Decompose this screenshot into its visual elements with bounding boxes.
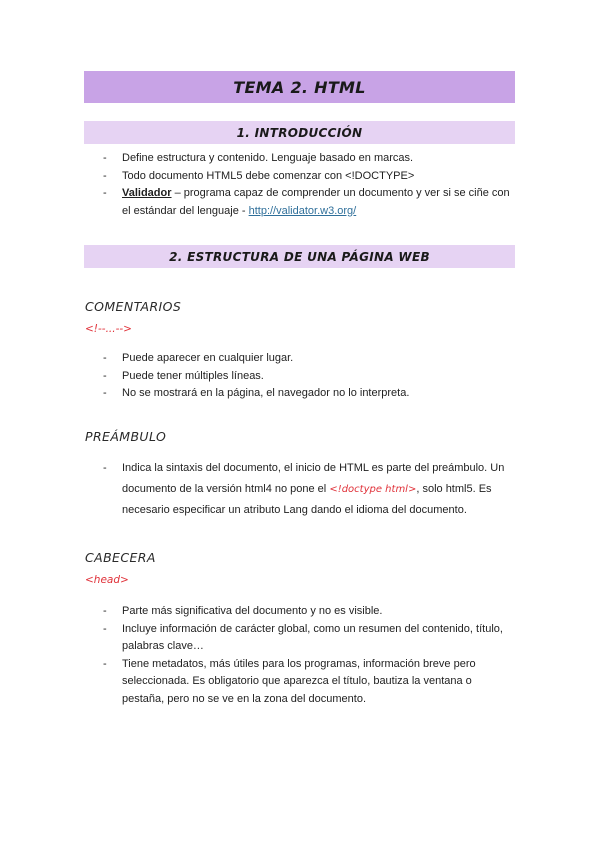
cabecera-list <box>85 603 510 708</box>
comentarios-heading: COMENTARIOS <box>85 299 182 314</box>
validator-text: – programa capaz de comprender un documento y ver si se ciñe con el estándar del lenguaje - <box>122 187 510 217</box>
preambulo-heading: PREÁMBULO <box>85 429 167 444</box>
validator-link[interactable]: http://validator.w3.org/ <box>248 204 357 217</box>
section-structure-heading: 2. ESTRUCTURA DE UNA PÁGINA WEB <box>169 249 430 264</box>
intro-list <box>85 150 510 220</box>
comentarios-tag: <!--...--> <box>85 323 132 335</box>
section-structure-band <box>84 245 515 268</box>
title-band <box>84 71 515 103</box>
list-item: - Indica la sintaxis del documento, el inicio de HTML es parte del preámbulo. Un documento de la versión html4 no pone el <!doctype html>, solo html5. Es necesario especificar un atributo Lang dando el idioma del documento. <box>103 462 505 516</box>
validator-term: Validador <box>122 187 172 199</box>
preambulo-list <box>85 458 510 521</box>
list-item: - Puede aparecer en cualquier lugar. <box>103 352 294 364</box>
list-item: - Puede tener múltiples líneas. <box>103 369 264 382</box>
list-item: - Tiene metadatos, más útiles para los programas, información breve pero seleccionada. Es obligatorio que aparezca el título, bautiza la ventana o pestaña, pero no se ve en la zona del documento. <box>103 657 476 705</box>
list-item: - No se mostrará en la página, el navegador no lo interpreta. <box>103 387 410 399</box>
cabecera-heading: CABECERA <box>85 550 156 565</box>
comentarios-list <box>85 350 510 403</box>
list-item: - Incluye información de carácter global, como un resumen del contenido, título, palabras clave… <box>103 622 503 652</box>
cabecera-tag: <head> <box>85 574 129 586</box>
page-title: TEMA 2. HTML <box>233 77 366 97</box>
list-item: - Define estructura y contenido. Lenguaje basado en marcas. <box>103 152 414 164</box>
list-item: - Parte más significativa del documento y no es visible. <box>103 605 383 617</box>
section-intro-heading: 1. INTRODUCCIÓN <box>236 125 363 140</box>
list-item-validator: - Validador – programa capaz de comprender un documento y ver si se ciñe con el estándar del lenguaje - http://validator.w3.org/ <box>103 187 510 217</box>
section-intro-band <box>84 121 515 144</box>
list-item: - Todo documento HTML5 debe comenzar con <!DOCTYPE> <box>103 169 415 182</box>
doctype-tag: <!doctype html> <box>329 484 417 495</box>
